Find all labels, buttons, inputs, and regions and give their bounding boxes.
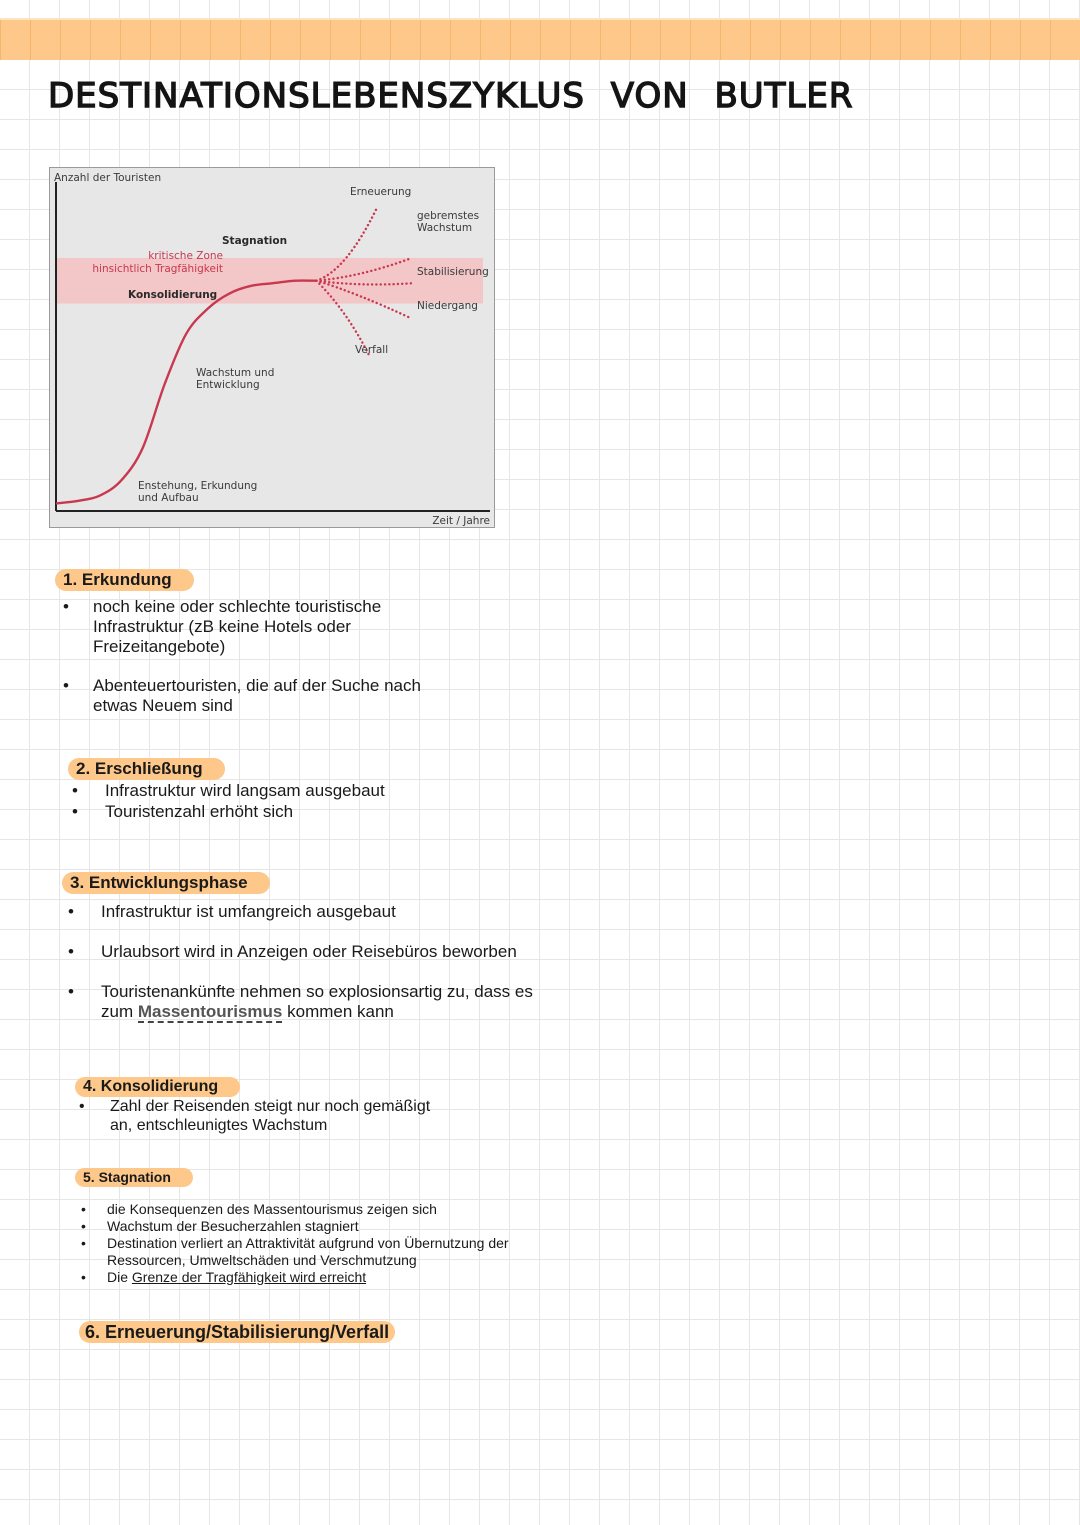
list-item-text: Abenteuertouristen, die auf der Suche nach (93, 676, 421, 695)
list-item-text: Freizeitangebote) (93, 637, 226, 656)
chart-canvas (50, 168, 494, 527)
list-item-text: Infrastruktur ist umfangreich ausgebaut (101, 902, 396, 921)
list-item (75, 1218, 509, 1235)
bullet-marker: • (63, 597, 69, 616)
list-item-text: etwas Neuem sind (93, 696, 233, 715)
list-item-text: zum (101, 1002, 138, 1021)
section-heading-konsolidierung: 4. Konsolidierung (75, 1077, 240, 1097)
list-item (62, 942, 533, 962)
section-heading-stagnation: 5. Stagnation (75, 1168, 193, 1187)
list-item-text: Ressourcen, Umweltschäden und Verschmutzung (107, 1252, 417, 1268)
x-axis-label: Zeit / Jahre (432, 515, 490, 527)
list-item (68, 801, 385, 822)
list-item (55, 597, 421, 657)
list-item (62, 902, 533, 922)
section-entwicklungsphase (62, 872, 533, 1042)
branch-label-erneuerung: Erneuerung (350, 186, 412, 198)
lifecycle-curve (56, 281, 316, 504)
section-konsolidierung (75, 1077, 430, 1135)
critical-zone-label-1: kritische Zone (148, 250, 223, 262)
list-item (55, 676, 421, 716)
section-erkundung (55, 569, 421, 735)
list-item-text: kommen kann (282, 1002, 394, 1021)
bullet-list (68, 780, 385, 822)
list-item-text: an, entschleunigtes Wachstum (110, 1117, 328, 1134)
section-stagnation (75, 1168, 509, 1286)
stage-label-growth-1: Wachstum und (196, 367, 275, 379)
bullet-marker: • (81, 1218, 86, 1234)
bullet-marker: • (72, 802, 78, 821)
butler-lifecycle-chart (49, 167, 495, 528)
bullet-list (62, 902, 533, 1022)
page-title: DESTINATIONSLEBENSZYKLUS VON BUTLER (48, 76, 854, 116)
branch-label-gebremstes-1: gebremstes (417, 210, 480, 222)
bullet-list (55, 597, 421, 716)
section-erneuerung (79, 1321, 395, 1343)
branch-label-gebremstes-2: Wachstum (417, 222, 473, 234)
list-item-text: Touristenzahl erhöht sich (105, 802, 294, 821)
bullet-marker: • (81, 1269, 86, 1285)
stage-label-stagnation: Stagnation (222, 235, 288, 247)
bullet-marker: • (68, 902, 74, 921)
list-item (75, 1097, 430, 1135)
list-item (62, 982, 533, 1022)
list-item-text: Zahl der Reisenden steigt nur noch gemäßigt (110, 1098, 431, 1115)
stage-label-consolidation: Konsolidierung (128, 289, 218, 301)
stage-label-growth-2: Entwicklung (196, 379, 260, 391)
stage-label-start-1: Enstehung, Erkundung (138, 480, 258, 492)
section-erschliessung (68, 758, 385, 822)
bullet-marker: • (81, 1235, 86, 1251)
list-item (68, 780, 385, 801)
list-item-text: Touristenankünfte nehmen so explosionsartig zu, dass es (101, 982, 533, 1001)
section-heading-erkundung: 1. Erkundung (55, 569, 194, 591)
list-item-text: noch keine oder schlechte touristische (93, 597, 382, 616)
list-item (75, 1269, 509, 1286)
list-item-text: Destination verliert an Attraktivität aufgrund von Übernutzung der (107, 1235, 509, 1251)
bullet-marker: • (81, 1201, 86, 1217)
bullet-list (75, 1201, 509, 1286)
section-heading-erschliessung: 2. Erschließung (68, 758, 225, 780)
underlined-phrase: Grenze der Tragfähigkeit wird erreicht (131, 1269, 367, 1285)
bullet-marker: • (63, 676, 69, 695)
section-heading-entwicklungsphase: 3. Entwicklungsphase (62, 872, 270, 894)
list-item-text: Die (107, 1269, 132, 1285)
list-item-text: die Konsequenzen des Massentourismus zeigen sich (107, 1201, 437, 1217)
branch-label-niedergang: Niedergang (417, 300, 478, 312)
stage-label-start-2: und Aufbau (138, 492, 199, 504)
branch-label-verfall: Verfall (355, 344, 389, 356)
section-heading-erneuerung: 6. Erneuerung/Stabilisierung/Verfall (79, 1321, 395, 1343)
bullet-marker: • (68, 982, 74, 1001)
keyword-massentourismus: Massentourismus (137, 1002, 283, 1021)
list-item (75, 1235, 509, 1269)
critical-zone-label-2: hinsichtlich Tragfähigkeit (92, 263, 223, 275)
list-item-text: Infrastruktur (zB keine Hotels oder (93, 617, 351, 636)
list-item-text: Wachstum der Besucherzahlen stagniert (107, 1218, 359, 1234)
list-item (75, 1201, 509, 1218)
bullet-marker: • (79, 1098, 85, 1115)
branch-label-stabilisierung: Stabilisierung (417, 266, 489, 278)
bullet-list (75, 1097, 430, 1135)
list-item-text: Infrastruktur wird langsam ausgebaut (105, 781, 385, 800)
header-band (0, 20, 1080, 60)
list-item-text: Urlaubsort wird in Anzeigen oder Reisebüros beworben (101, 942, 517, 961)
bullet-marker: • (68, 942, 74, 961)
y-axis-label: Anzahl der Touristen (54, 172, 162, 184)
bullet-marker: • (72, 781, 78, 800)
